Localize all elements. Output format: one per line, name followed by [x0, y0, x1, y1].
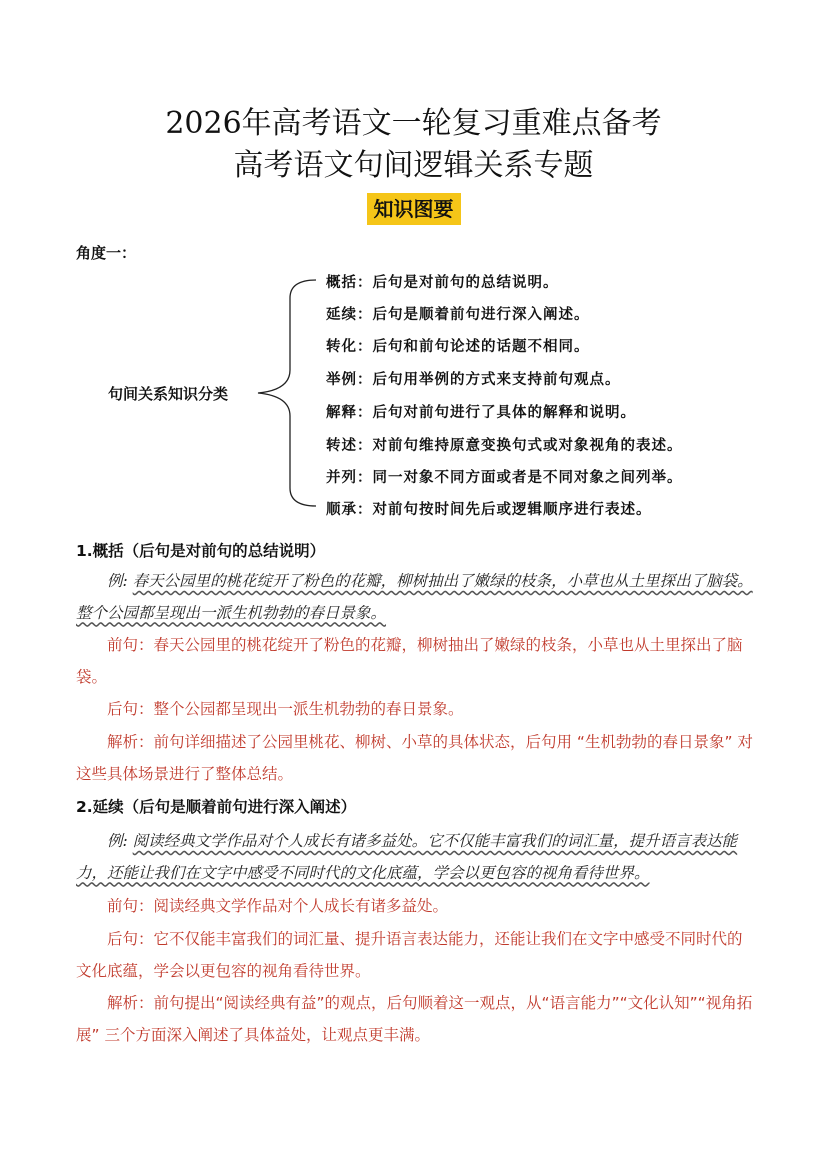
badge-wrap — [0, 193, 827, 225]
example-text: 春天公园里的桃花绽开了粉色的花瓣，柳树抽出了嫩绿的枝条，小草也从土里探出了脑袋。整个公园都呈现出一派生机勃勃的春日景象。 — [76, 572, 753, 622]
knowledge-badge: 知识图要 — [367, 193, 461, 225]
category-item: 转化：后句和前句论述的话题不相同。 — [326, 338, 590, 355]
example-prefix: 例: — [107, 572, 128, 590]
category-item: 延续：后句是顺着前句进行深入阐述。 — [326, 306, 590, 323]
example-paragraph — [76, 826, 754, 889]
title-line-1: 2026年高考语文一轮复习重难点备考 — [165, 106, 662, 141]
analysis: 解析：前句详细描述了公园里桃花、柳树、小草的具体状态，后句用 “生机勃勃的春日景象” 对这些具体场景进行了整体总结。 — [76, 733, 753, 783]
category-item: 概括：后句是对前句的总结说明。 — [326, 274, 559, 291]
diagram-center-label: 句间关系知识分类 — [108, 385, 229, 403]
analysis: 解析：前句提出“阅读经典有益”的观点，后句顺着这一观点，从“语言能力”“文化认知”“视角拓展” 三个方面深入阐述了具体益处，让观点更丰满。 — [76, 994, 753, 1044]
back-sentence: 后句：整个公园都呈现出一派生机勃勃的春日景象。 — [107, 700, 464, 718]
curly-bracket — [250, 272, 320, 512]
title-line-2: 高考语文句间逻辑关系专题 — [233, 148, 594, 183]
angle-label: 角度一： — [76, 244, 137, 262]
front-sentence: 前句：春天公园里的桃花绽开了粉色的花瓣，柳树抽出了嫩绿的枝条，小草也从土里探出了脑袋。 — [76, 636, 743, 686]
example-prefix: 例: — [107, 832, 128, 850]
section-heading: 2.延续（后句是顺着前句进行深入阐述） — [76, 798, 357, 816]
category-item: 举例：后句用举例的方式来支持前句观点。 — [326, 371, 621, 388]
section-heading: 1.概括（后句是对前句的总结说明） — [76, 542, 326, 560]
category-item: 并列：同一对象不同方面或者是不同对象之间列举。 — [326, 469, 683, 486]
category-item: 解释：后句对前句进行了具体的解释和说明。 — [326, 404, 636, 421]
category-item: 转述：对前句维持原意变换句式或对象视角的表述。 — [326, 437, 683, 454]
example-text: 阅读经典文学作品对个人成长有诸多益处。它不仅能丰富我们的词汇量，提升语言表达能力，还能让我们在文字中感受不同时代的文化底蕴，学会以更包容的视角看待世界。 — [76, 832, 738, 882]
front-sentence: 前句：阅读经典文学作品对个人成长有诸多益处。 — [107, 897, 449, 915]
example-paragraph — [76, 566, 754, 629]
back-sentence: 后句：它不仅能丰富我们的词汇量、提升语言表达能力，还能让我们在文字中感受不同时代的文化底蕴，学会以更包容的视角看待世界。 — [76, 930, 743, 980]
category-item: 顺承：对前句按时间先后或逻辑顺序进行表述。 — [326, 501, 652, 518]
